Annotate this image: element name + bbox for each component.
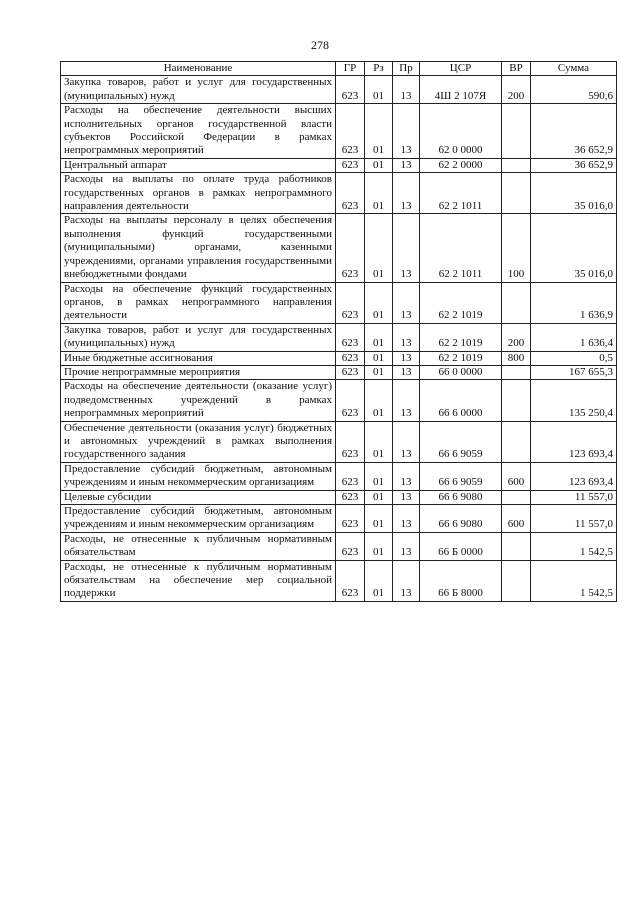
cell-rz: 01 xyxy=(365,76,393,104)
cell-sum: 167 655,3 xyxy=(531,365,617,379)
header-rz: Рз xyxy=(365,62,393,76)
cell-sum: 11 557,0 xyxy=(531,490,617,504)
cell-name: Прочие непрограммные мероприятия xyxy=(61,365,336,379)
cell-sum: 1 542,5 xyxy=(531,532,617,560)
cell-name: Расходы на обеспечение функций государственных органов, в рамках непрограммного направления деятельности xyxy=(61,282,336,323)
cell-vr: 600 xyxy=(502,462,531,490)
cell-gr: 623 xyxy=(336,490,365,504)
cell-pr: 13 xyxy=(393,462,420,490)
header-vr: ВР xyxy=(502,62,531,76)
cell-sum: 35 016,0 xyxy=(531,214,617,282)
cell-name: Иные бюджетные ассигнования xyxy=(61,351,336,365)
cell-sum: 1 636,4 xyxy=(531,323,617,351)
cell-pr: 13 xyxy=(393,104,420,159)
cell-sum: 0,5 xyxy=(531,351,617,365)
table-row xyxy=(61,104,617,159)
cell-rz: 01 xyxy=(365,323,393,351)
cell-csr: 66 Б 0000 xyxy=(420,532,502,560)
cell-csr: 66 6 9080 xyxy=(420,490,502,504)
cell-pr: 13 xyxy=(393,76,420,104)
cell-vr xyxy=(502,490,531,504)
cell-pr: 13 xyxy=(393,158,420,172)
cell-pr: 13 xyxy=(393,282,420,323)
cell-gr: 623 xyxy=(336,365,365,379)
cell-gr: 623 xyxy=(336,560,365,601)
table-row xyxy=(61,351,617,365)
table-row xyxy=(61,505,617,533)
cell-sum: 1 542,5 xyxy=(531,560,617,601)
table-row xyxy=(61,323,617,351)
cell-rz: 01 xyxy=(365,282,393,323)
cell-sum: 35 016,0 xyxy=(531,173,617,214)
cell-rz: 01 xyxy=(365,490,393,504)
table-row xyxy=(61,380,617,421)
cell-vr xyxy=(502,380,531,421)
cell-name: Центральный аппарат xyxy=(61,158,336,172)
cell-rz: 01 xyxy=(365,214,393,282)
cell-rz: 01 xyxy=(365,365,393,379)
cell-csr: 62 2 0000 xyxy=(420,158,502,172)
cell-sum: 36 652,9 xyxy=(531,158,617,172)
cell-pr: 13 xyxy=(393,421,420,462)
cell-csr: 66 Б 8000 xyxy=(420,560,502,601)
header-csr: ЦСР xyxy=(420,62,502,76)
cell-csr: 62 2 1019 xyxy=(420,323,502,351)
cell-rz: 01 xyxy=(365,351,393,365)
cell-sum: 590,6 xyxy=(531,76,617,104)
cell-gr: 623 xyxy=(336,214,365,282)
cell-sum: 135 250,4 xyxy=(531,380,617,421)
cell-sum: 11 557,0 xyxy=(531,505,617,533)
header-row xyxy=(61,62,617,76)
cell-name: Расходы, не отнесенные к публичным нормативным обязательствам xyxy=(61,532,336,560)
cell-csr: 62 2 1011 xyxy=(420,214,502,282)
cell-name: Целевые субсидии xyxy=(61,490,336,504)
cell-vr xyxy=(502,104,531,159)
cell-pr: 13 xyxy=(393,490,420,504)
table-row xyxy=(61,173,617,214)
cell-gr: 623 xyxy=(336,351,365,365)
cell-vr xyxy=(502,532,531,560)
header-sum: Сумма xyxy=(531,62,617,76)
cell-name: Расходы на обеспечение деятельности (оказание услуг) подведомственных учреждений в рамках непрограммных мероприятий xyxy=(61,380,336,421)
cell-pr: 13 xyxy=(393,560,420,601)
cell-pr: 13 xyxy=(393,323,420,351)
cell-name: Предоставление субсидий бюджетным, автономным учреждениям и иным некоммерческим организациям xyxy=(61,505,336,533)
cell-sum: 36 652,9 xyxy=(531,104,617,159)
cell-vr: 600 xyxy=(502,505,531,533)
cell-rz: 01 xyxy=(365,560,393,601)
cell-vr: 200 xyxy=(502,323,531,351)
cell-vr: 800 xyxy=(502,351,531,365)
cell-name: Расходы на выплаты персоналу в целях обеспечения выполнения функций государственными (муниципальными) органами, казенными учреждениями, органами управления государственными внебюджетными фондами xyxy=(61,214,336,282)
cell-csr: 4Ш 2 107Я xyxy=(420,76,502,104)
cell-name: Закупка товаров, работ и услуг для государственных (муниципальных) нужд xyxy=(61,76,336,104)
cell-gr: 623 xyxy=(336,158,365,172)
cell-name: Предоставление субсидий бюджетным, автономным учреждениям и иным некоммерческим организациям xyxy=(61,462,336,490)
table-row xyxy=(61,214,617,282)
header-gr: ГР xyxy=(336,62,365,76)
cell-vr xyxy=(502,282,531,323)
table-row xyxy=(61,365,617,379)
page-number: 278 xyxy=(311,38,329,52)
cell-gr: 623 xyxy=(336,282,365,323)
cell-sum: 1 636,9 xyxy=(531,282,617,323)
cell-rz: 01 xyxy=(365,104,393,159)
cell-csr: 66 0 0000 xyxy=(420,365,502,379)
cell-vr xyxy=(502,560,531,601)
cell-pr: 13 xyxy=(393,505,420,533)
cell-pr: 13 xyxy=(393,173,420,214)
header-pr: Пр xyxy=(393,62,420,76)
header-name: Наименование xyxy=(61,62,336,76)
cell-csr: 66 6 0000 xyxy=(420,380,502,421)
cell-gr: 623 xyxy=(336,421,365,462)
cell-csr: 62 2 1011 xyxy=(420,173,502,214)
cell-vr: 100 xyxy=(502,214,531,282)
cell-pr: 13 xyxy=(393,351,420,365)
cell-pr: 13 xyxy=(393,214,420,282)
cell-gr: 623 xyxy=(336,76,365,104)
cell-pr: 13 xyxy=(393,365,420,379)
cell-rz: 01 xyxy=(365,421,393,462)
table-row xyxy=(61,560,617,601)
cell-name: Закупка товаров, работ и услуг для государственных (муниципальных) нужд xyxy=(61,323,336,351)
cell-gr: 623 xyxy=(336,505,365,533)
table-row xyxy=(61,421,617,462)
cell-vr xyxy=(502,173,531,214)
cell-gr: 623 xyxy=(336,173,365,214)
cell-name: Расходы на выплаты по оплате труда работников государственных органов в рамках непрограммного направления деятельности xyxy=(61,173,336,214)
cell-rz: 01 xyxy=(365,532,393,560)
cell-pr: 13 xyxy=(393,380,420,421)
cell-gr: 623 xyxy=(336,323,365,351)
cell-vr xyxy=(502,158,531,172)
cell-vr xyxy=(502,365,531,379)
cell-sum: 123 693,4 xyxy=(531,421,617,462)
cell-csr: 66 6 9080 xyxy=(420,505,502,533)
table-row xyxy=(61,282,617,323)
cell-rz: 01 xyxy=(365,158,393,172)
cell-pr: 13 xyxy=(393,532,420,560)
cell-gr: 623 xyxy=(336,462,365,490)
cell-gr: 623 xyxy=(336,380,365,421)
cell-rz: 01 xyxy=(365,173,393,214)
cell-vr: 200 xyxy=(502,76,531,104)
cell-csr: 66 6 9059 xyxy=(420,421,502,462)
table-row xyxy=(61,462,617,490)
cell-gr: 623 xyxy=(336,104,365,159)
cell-vr xyxy=(502,421,531,462)
table-row xyxy=(61,490,617,504)
table-row xyxy=(61,76,617,104)
cell-rz: 01 xyxy=(365,380,393,421)
cell-csr: 66 6 9059 xyxy=(420,462,502,490)
cell-gr: 623 xyxy=(336,532,365,560)
table-row xyxy=(61,532,617,560)
cell-sum: 123 693,4 xyxy=(531,462,617,490)
cell-rz: 01 xyxy=(365,505,393,533)
cell-csr: 62 2 1019 xyxy=(420,282,502,323)
cell-name: Обеспечение деятельности (оказания услуг) бюджетных и автономных учреждений в рамках выполнения государственного задания xyxy=(61,421,336,462)
table-row xyxy=(61,158,617,172)
cell-csr: 62 2 1019 xyxy=(420,351,502,365)
cell-csr: 62 0 0000 xyxy=(420,104,502,159)
cell-rz: 01 xyxy=(365,462,393,490)
budget-table xyxy=(60,61,617,602)
cell-name: Расходы на обеспечение деятельности высших исполнительных органов государственной власти субъектов Российской Федерации в рамках непрограммных мероприятий xyxy=(61,104,336,159)
cell-name: Расходы, не отнесенные к публичным нормативным обязательствам на обеспечение мер социальной поддержки xyxy=(61,560,336,601)
